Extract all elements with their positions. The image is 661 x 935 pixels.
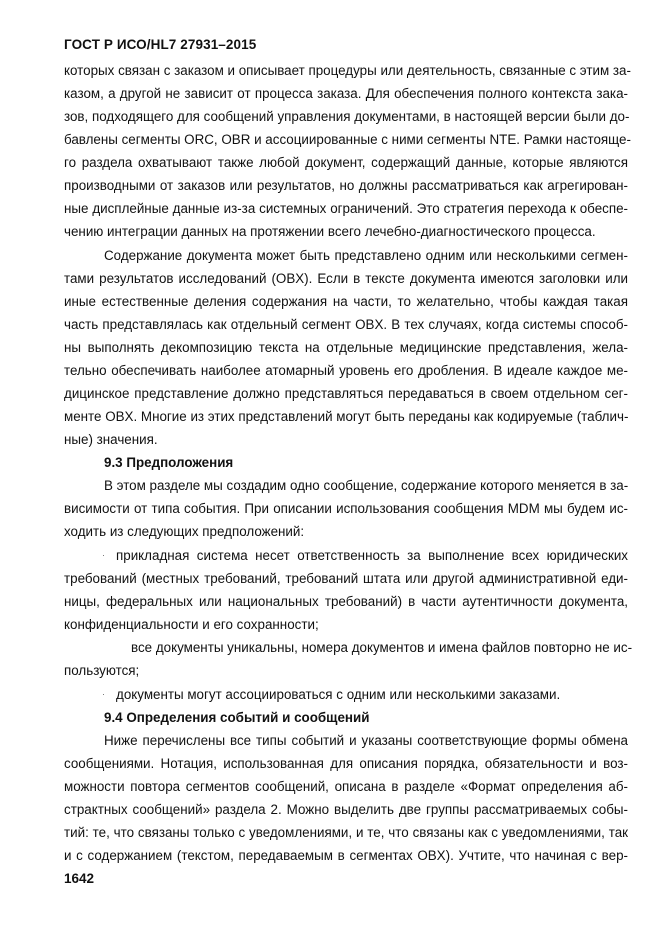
text-line: дицинское представление должно представляться передаваться в своем отдельном сег- <box>64 386 628 401</box>
text-line: требований (местных требований, требований штата или другой административной еди- <box>64 571 628 586</box>
text-line: сообщениями. Нотация, использованная для описания порядка, обязательности и воз- <box>64 756 628 771</box>
text-line: можности повтора сегментов сообщений, описана в разделе «Формат определения аб- <box>64 779 628 794</box>
text-line: тами результатов исследований (OBX). Если в тексте документа имеются заголовки или <box>64 271 628 286</box>
text-line: и с содержанием (текстом, передаваемым в сегментах OBX). Учтите, что начиная с вер- <box>64 848 628 863</box>
paragraph-first-line: Ниже перечислены все типы событий и указаны соответствующие формы обмена <box>104 733 628 748</box>
text-line: иные естественные деления содержания на части, то желательно, чтобы каждая такая <box>64 294 628 309</box>
text-line: бавлены сегменты ORC, OBR и ассоциированные с ними сегменты NTE. Рамки настояще- <box>64 132 631 147</box>
text-line: ны выполнять декомпозицию текста на отдельные медицинские представления, жела- <box>64 340 628 355</box>
text-line: тельно обеспечивать наиболее атомарный уровень его дробления. В идеале каждое ме- <box>64 363 628 378</box>
paragraph-first-line: Содержание документа может быть представлено одним или несколькими сегмен- <box>104 248 628 263</box>
text-line: ные дисплейные данные из-за системных ограничений. Это стратегия перехода к обеспе- <box>64 201 628 216</box>
text-line: которых связан с заказом и описывает процедуры или деятельность, связанные с этим за- <box>64 63 631 78</box>
list-item-first-line: прикладная система несет ответственность за выполнение всех юридических <box>116 548 628 563</box>
text-line: ные) значения. <box>64 432 158 447</box>
bullet-mark: · <box>102 689 105 699</box>
text-line: часть представлялась как отдельный сегмент OBX. В тех случаях, когда системы способ- <box>64 317 628 332</box>
text-line: производными от заказов или результатов, но должны рассматриваться как агрегирован- <box>64 178 628 193</box>
list-item-first-line: все документы уникальны, номера документов и имена файлов повторно не ис- <box>131 640 633 655</box>
text-line: страктных сообщений» раздела 2. Можно выделить две группы рассматриваемых собы- <box>64 802 628 817</box>
page-number: 1642 <box>64 871 95 886</box>
text-line: го раздела охватывают также любой документ, содержащий данные, которые являются <box>64 155 628 170</box>
text-line: чению интеграции данных на протяжении всего лечебно-диагностического процесса. <box>64 224 596 239</box>
text-line: пользуются; <box>64 663 140 678</box>
text-line: зов, подходящего для сообщений управления документами, в настоящей версии были до- <box>64 109 630 124</box>
text-line: казом, а другой не зависит от процесса заказа. Для обеспечения полного контекста зака- <box>64 86 628 101</box>
text-line: ходить из следующих предположений: <box>64 524 305 539</box>
list-item-first-line: документы могут ассоциироваться с одним или несколькими заказами. <box>116 687 561 702</box>
text-line: висимости от типа события. При описании использования сообщения MDM мы будем ис- <box>64 501 628 516</box>
section-heading-9-4: 9.4 Определения событий и сообщений <box>104 710 370 725</box>
paragraph-first-line: В этом разделе мы создадим одно сообщение, содержание которого меняется в за- <box>104 478 629 493</box>
text-line: ницы, федеральных или национальных требований) в части аутентичности документа, <box>64 594 628 609</box>
text-line: менте OBX. Многие из этих представлений могут быть переданы как кодируемые (таблич- <box>64 409 629 424</box>
bullet-mark: · <box>102 550 105 560</box>
text-line: тий: те, что связаны только с уведомлениями, и те, что связаны как с уведомлениями, так <box>64 825 628 840</box>
section-heading-9-3: 9.3 Предположения <box>104 455 234 470</box>
page-header-standard-id: ГОСТ Р ИСО/HL7 27931–2015 <box>64 37 257 52</box>
text-line: конфиденциальности и его сохранности; <box>64 617 319 632</box>
